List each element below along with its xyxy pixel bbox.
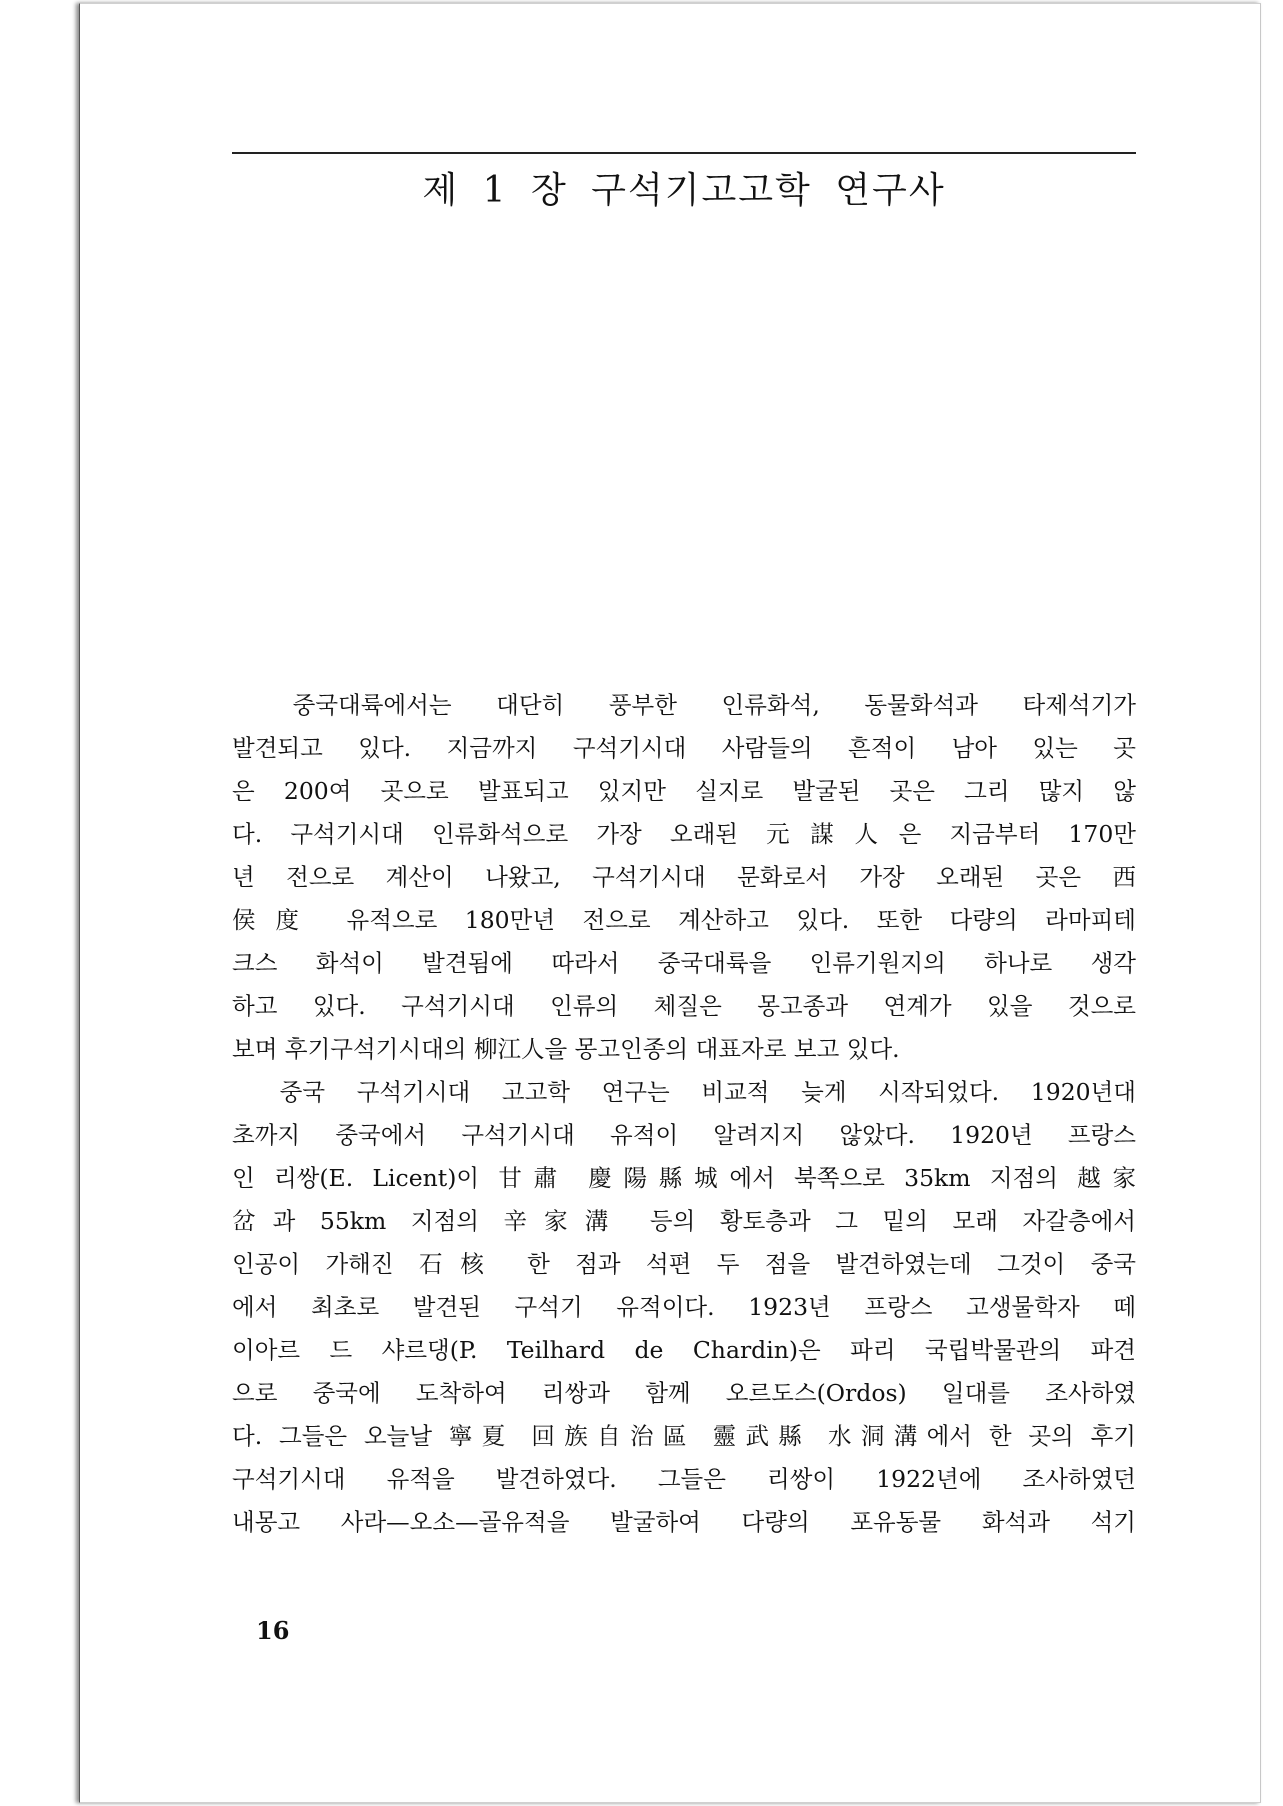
text-line: 인 리쌍(E. Licent)이 甘肅 慶陽縣城에서 북쪽으로 35km 지점의 越家 [232,1164,1136,1192]
text-line: 보며 후기구석기시대의 柳江人을 몽고인종의 대표자로 보고 있다. [232,1035,900,1063]
body-text [232,684,1136,1544]
text-line: 다. 그들은 오늘날 寧夏 回族自治區 靈武縣 水洞溝에서 한 곳의 후기 [232,1422,1136,1450]
text-line: 侯度 유적으로 180만년 전으로 계산하고 있다. 또한 다량의 라마피테 [232,906,1136,934]
text-line: 년 전으로 계산이 나왔고, 구석기시대 문화로서 가장 오래된 곳은 西 [232,863,1136,891]
text-line: 다. 구석기시대 인류화석으로 가장 오래된 元謀人은 지금부터 170만 [232,820,1136,848]
text-line: 발견되고 있다. 지금까지 구석기시대 사람들의 흔적이 남아 있는 곳 [232,734,1136,762]
text-line: 중국 구석기시대 고고학 연구는 비교적 늦게 시작되었다. 1920년대 [232,1078,1136,1106]
text-line: 에서 최초로 발견된 구석기 유적이다. 1923년 프랑스 고생물학자 떼 [232,1293,1136,1321]
text-line: 이아르 드 샤르댕(P. Teilhard de Chardin)은 파리 국립박물관의 파견 [232,1336,1136,1364]
text-line: 인공이 가해진 石核 한 점과 석편 두 점을 발견하였는데 그것이 중국 [232,1250,1136,1278]
text-line: 岔과 55km 지점의 辛家溝 등의 황토층과 그 밑의 모래 자갈층에서 [232,1207,1136,1235]
text-line: 크스 화석이 발견됨에 따라서 중국대륙을 인류기원지의 하나로 생각 [232,949,1136,977]
text-line: 구석기시대 유적을 발견하였다. 그들은 리쌍이 1922년에 조사하였던 [232,1465,1136,1493]
text-line: 하고 있다. 구석기시대 인류의 체질은 몽고종과 연계가 있을 것으로 [232,992,1136,1020]
chapter-top-rule [232,152,1136,154]
text-line: 은 200여 곳으로 발표되고 있지만 실지로 발굴된 곳은 그리 많지 않 [232,777,1136,805]
chapter-title: 제 1 장 구석기고고학 연구사 [422,170,946,211]
text-line: 내몽고 사라—오소—골유적을 발굴하여 다량의 포유동물 화석과 석기 [232,1508,1136,1536]
text-line: 중국대륙에서는 대단히 풍부한 인류화석, 동물화석과 타제석기가 [232,691,1136,719]
text-line: 으로 중국에 도착하여 리쌍과 함께 오르도스(Ordos) 일대를 조사하였 [232,1379,1136,1407]
page-number: 16 [256,1616,290,1645]
text-line: 초까지 중국에서 구석기시대 유적이 알려지지 않았다. 1920년 프랑스 [232,1121,1136,1149]
